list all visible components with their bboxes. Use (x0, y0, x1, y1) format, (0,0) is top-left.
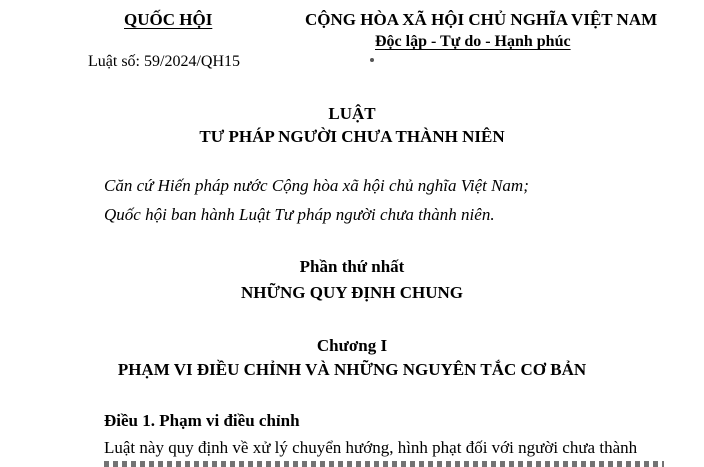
chapter-title: PHẠM VI ĐIỀU CHỈNH VÀ NHỮNG NGUYÊN TẮC CƠ BẢN (117, 360, 587, 379)
chapter-label: Chương I (316, 336, 388, 355)
issuer-name: QUỐC HỘI (124, 10, 213, 29)
law-number: Luật số: 59/2024/QH15 (88, 53, 240, 70)
document-type: LUẬT (328, 104, 376, 123)
national-motto: Độc lập - Tự do - Hạnh phúc (375, 33, 571, 50)
republic-name: CỘNG HÒA XÃ HỘI CHỦ NGHĨA VIỆT NAM (305, 10, 658, 29)
cut-off-text-line (104, 461, 664, 467)
enactment-clause: Quốc hội ban hành Luật Tư pháp người chưa thành niên. (104, 205, 495, 224)
part-label: Phần thứ nhất (299, 257, 405, 276)
document-title: TƯ PHÁP NGƯỜI CHƯA THÀNH NIÊN (199, 127, 505, 146)
stray-mark (370, 58, 374, 62)
article-title: Điều 1. Phạm vi điều chỉnh (104, 411, 300, 430)
article-body: Luật này quy định về xử lý chuyển hướng, hình phạt đối với người chưa thành (104, 438, 638, 457)
part-title: NHỮNG QUY ĐỊNH CHUNG (240, 283, 464, 302)
legal-basis: Căn cứ Hiến pháp nước Cộng hòa xã hội chủ nghĩa Việt Nam; (104, 176, 529, 195)
